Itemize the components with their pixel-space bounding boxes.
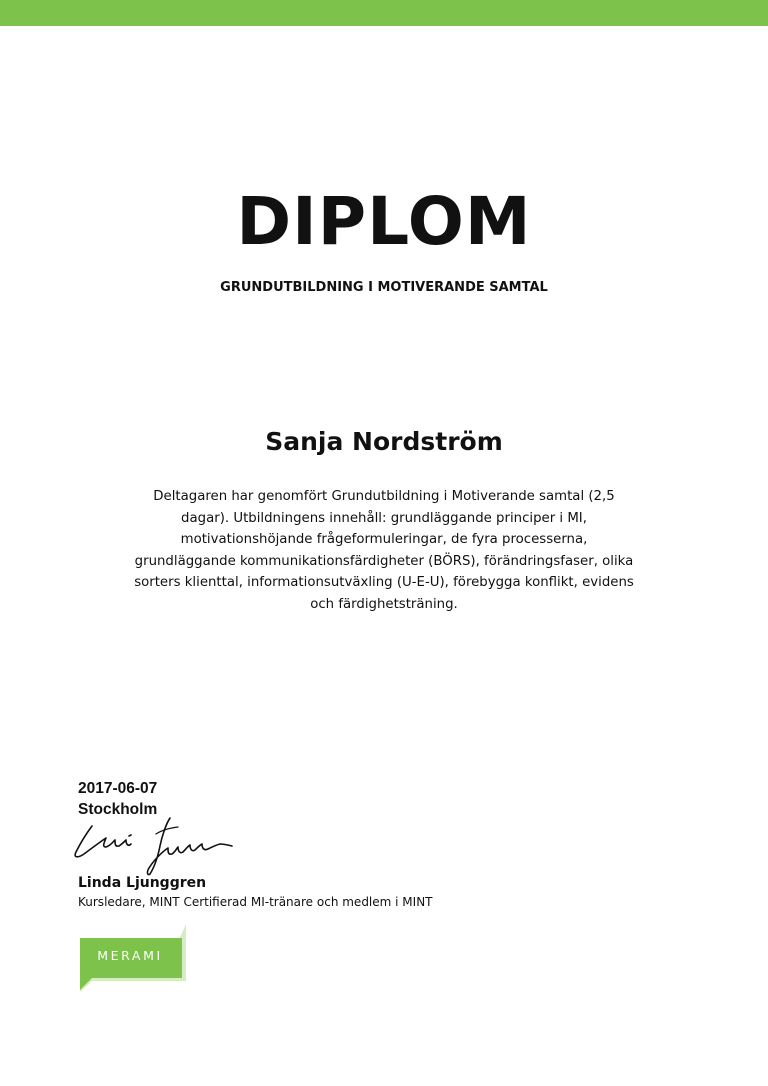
top-accent-bar (0, 0, 768, 26)
diploma-title: DIPLOM (236, 183, 532, 260)
signature-icon (70, 812, 236, 878)
course-name: GRUNDUTBILDNING I MOTIVERANDE SAMTAL (220, 280, 548, 295)
signer-role: Kursledare, MINT Certifierad MI-tränare och medlem i MINT (78, 895, 433, 909)
issue-place: Stockholm (78, 801, 158, 818)
issue-date: 2017-06-07 (78, 780, 158, 797)
signer-name: Linda Ljunggren (78, 875, 207, 891)
merami-logo (78, 923, 188, 993)
logo-text: MERAMI (97, 948, 163, 963)
recipient-name: Sanja Nordström (265, 427, 503, 456)
course-description: Deltagaren har genomfört Grundutbildning i Motiverande samtal (2,5 dagar). Utbildningens innehåll: grundläggande principer i MI, motivationshöjande frågeformuleringar, de fyra processerna, grundläggande kommunikationsfärdigheter (BÖRS), förändringsfaser, olika sorters klienttal, informationsutväxling (U-E-U), förebygga konflikt, evidens och färdighetsträning. (134, 489, 634, 612)
